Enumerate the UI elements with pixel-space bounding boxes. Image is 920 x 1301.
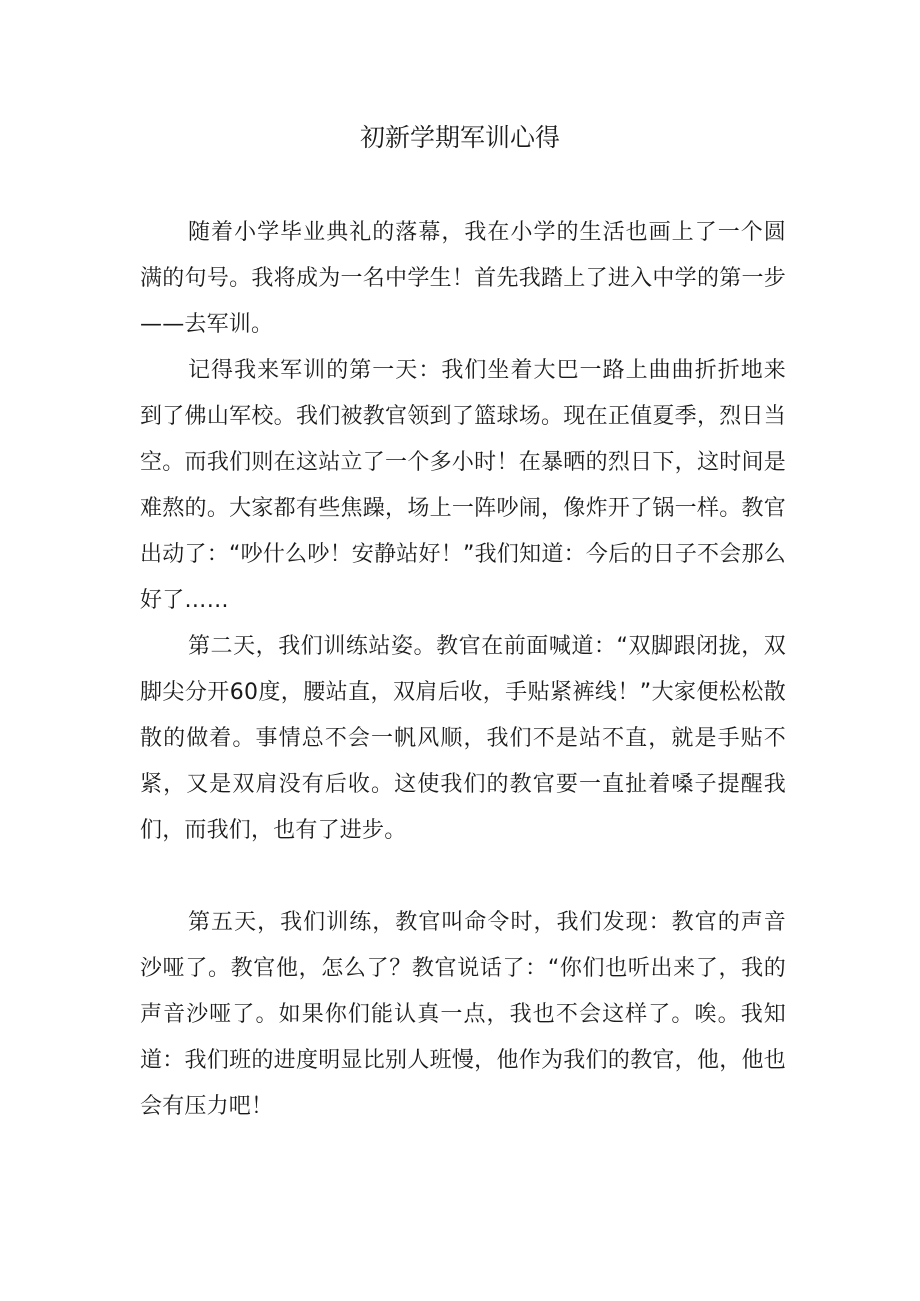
document-body: [140, 210, 786, 1130]
document-title: 初新学期军训心得: [359, 123, 560, 152]
paragraph-4: 第五天，我们训练，教官叫命令时，我们发现：教官的声音沙哑了。教官他，怎么了？教官说话了：“你们也听出来了，我的声音沙哑了。如果你们能认真一点，我也不会这样了。唉。我知道：我们班的进度明显比别人班慢，他作为我们的教官，他，他也会有压力吧！: [140, 910, 786, 1119]
paragraph-2: 记得我来军训的第一天：我们坐着大巴一路上曲曲折折地来到了佛山军校。我们被教官领到了篮球场。现在正值夏季，烈日当空。而我们则在这站立了一个多小时！在暴晒的烈日下，这时间是难熬的。大家都有些焦躁，场上一阵吵闹，像炸开了锅一样。教官出动了：“吵什么吵！安静站好！”我们知道：今后的日子不会那么好了……: [140, 358, 786, 613]
paragraph-3: 第二天，我们训练站姿。教官在前面喊道：“双脚跟闭拢，双脚尖分开60度，腰站直，双肩后收，手贴紧裤线！”大家便松松散散的做着。事情总不会一帆风顺，我们不是站不直，就是手贴不紧，又是双肩没有后收。这使我们的教官要一直扯着嗓子提醒我们，而我们，也有了进步。: [140, 634, 786, 843]
paragraph-1: 随着小学毕业典礼的落幕，我在小学的生活也画上了一个圆满的句号。我将成为一名中学生！首先我踏上了进入中学的第一步——去军训。: [140, 220, 786, 337]
